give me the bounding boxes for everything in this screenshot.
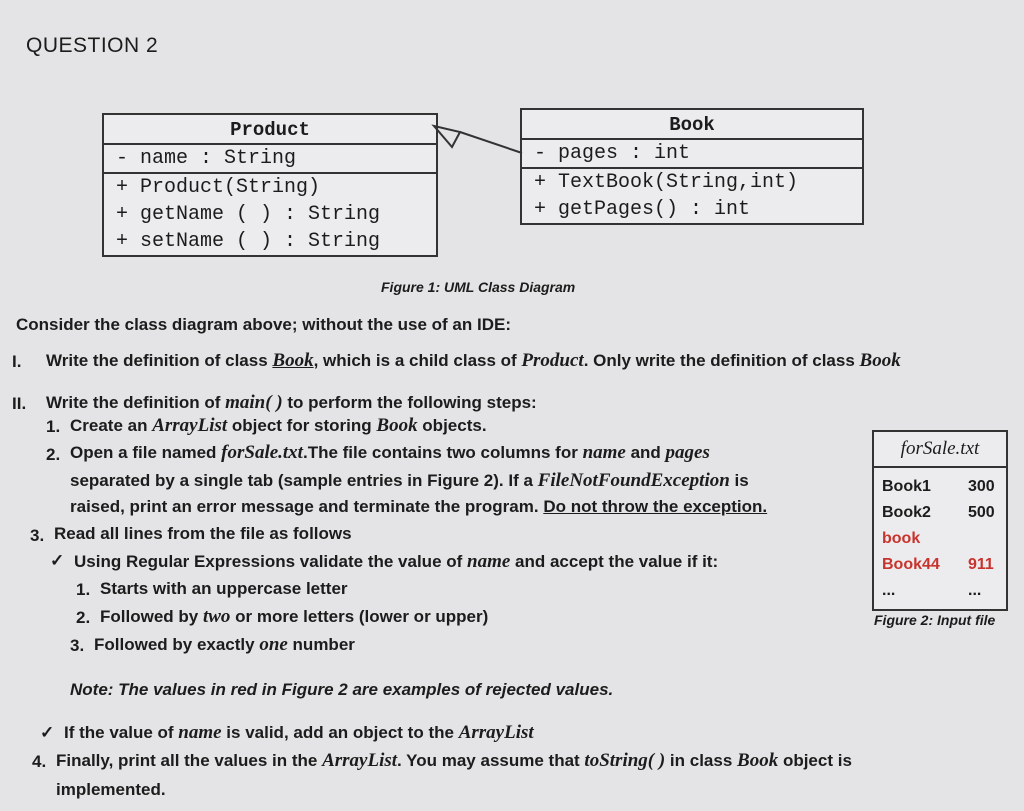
row-name: ... (882, 582, 896, 599)
step1-t2: object for storing (227, 416, 377, 435)
rule2-number: 2. (76, 608, 91, 627)
step4-t1: Finally, print all the values in the (56, 751, 323, 770)
row-name: Book2 (882, 504, 931, 521)
input-file-table (872, 430, 1008, 611)
part1-book: Book (272, 350, 314, 371)
book-attribute: - pages : int (522, 138, 862, 167)
step2-l2a: separated by a single tab (sample entries in Figure 2). If a (70, 471, 538, 490)
step4-t4: object is (778, 751, 852, 770)
step2-line2 (70, 470, 749, 492)
row-pages: 911 (968, 556, 994, 573)
step4-t3: in class (665, 751, 738, 770)
table-row (874, 474, 1006, 500)
step4-line1 (56, 750, 852, 772)
part1-t2: , which is a child class of (313, 351, 522, 370)
product-method: + setName ( ) : String (116, 230, 381, 253)
rule2-two: two (202, 606, 231, 627)
class-name-book: Book (669, 114, 715, 136)
rule2-text (100, 606, 488, 628)
step2-fnfe: FileNotFoundException (537, 470, 730, 491)
book-method: + TextBook(String,int) (534, 171, 799, 194)
step1-book: Book (376, 415, 418, 436)
check-icon: ✓ (40, 723, 55, 742)
figure1-caption: Figure 1: UML Class Diagram (381, 279, 576, 295)
check1-name: name (467, 551, 511, 572)
step2-l1b: .The file contains two columns for (302, 443, 583, 462)
inheritance-arrow (430, 118, 525, 163)
row-pages: 300 (968, 478, 995, 495)
step2-l1c: and (625, 443, 666, 462)
part1-text (46, 350, 901, 372)
rule3-text (94, 634, 355, 656)
step1-t1: Create an (70, 416, 153, 435)
step2-l1a: Open a file named (70, 443, 222, 462)
part2-numeral: II. (12, 394, 27, 413)
step1-number: 1. (46, 417, 61, 436)
step2-l2b: is (729, 471, 749, 490)
table-row (874, 500, 1006, 526)
table-row (874, 552, 1006, 578)
step4-number: 4. (32, 752, 47, 771)
question-title: QUESTION 2 (26, 34, 159, 57)
step3-number: 3. (30, 526, 45, 545)
part2-t2: to perform the following steps: (282, 393, 537, 412)
part2-t1: Write the definition of (46, 393, 226, 412)
step2-forsale: forSale.txt (221, 442, 303, 463)
check2-arraylist: ArrayList (458, 722, 534, 743)
row-pages: ... (968, 582, 982, 599)
figure2-caption: Figure 2: Input file (874, 612, 996, 628)
check1-t2: and accept the value if it: (510, 552, 719, 571)
step2-l3a: raised, print an error message and terminate the program. (70, 497, 544, 516)
step2-l3b: Do not throw the exception. (543, 497, 768, 516)
check-icon: ✓ (50, 551, 65, 570)
step3-text: Read all lines from the file as follows (54, 524, 352, 543)
part1-t1: Write the definition of class (46, 351, 273, 370)
product-method: + getName ( ) : String (116, 203, 381, 226)
product-methods (104, 172, 436, 255)
rule3-one: one (259, 634, 288, 655)
class-name-product: Product (230, 119, 310, 141)
step2-name: name (582, 442, 626, 463)
step1-text (70, 415, 487, 437)
row-name: Book44 (882, 556, 940, 573)
rule1-number: 1. (76, 580, 91, 599)
check1-text (74, 551, 718, 573)
step4-line2: implemented. (56, 780, 166, 799)
product-method: + Product(String) (116, 176, 321, 199)
uml-class-book (520, 108, 864, 225)
part1-t3: . Only write the definition of class (583, 351, 860, 370)
row-pages: 500 (968, 504, 995, 521)
check2-t1: If the value of (64, 723, 179, 742)
part1-numeral: I. (12, 352, 22, 371)
rule2-t1: Followed by (100, 607, 203, 626)
step4-t2: . You may assume that (397, 751, 585, 770)
rule3-t1: Followed by exactly (94, 635, 260, 654)
step1-t3: objects. (417, 416, 487, 435)
book-method: + getPages() : int (534, 198, 751, 221)
table-row (874, 526, 1006, 552)
step4-tostring: toString( ) (584, 750, 666, 771)
part1-product: Product (521, 350, 584, 371)
input-file-title: forSale.txt (874, 432, 1006, 468)
check2-text (64, 722, 534, 744)
row-name: book (882, 530, 921, 547)
check2-t2: is valid, add an object to the (221, 723, 459, 742)
part2-text (46, 392, 537, 414)
book-methods (522, 167, 862, 223)
table-row (874, 578, 1006, 604)
rule3-number: 3. (70, 636, 85, 655)
note-text: Note: The values in red in Figure 2 are examples of rejected values. (70, 680, 614, 699)
check2-name: name (178, 722, 222, 743)
part1-book2: Book (859, 350, 901, 371)
step2-number: 2. (46, 445, 61, 464)
step2-line1 (70, 442, 710, 464)
step4-arraylist: ArrayList (322, 750, 398, 771)
step2-pages: pages (665, 442, 710, 463)
step1-arraylist: ArrayList (152, 415, 228, 436)
step2-line3 (70, 497, 767, 517)
rule2-t2: or more letters (lower or upper) (230, 607, 489, 626)
step4-book: Book (737, 750, 779, 771)
check1-t1: Using Regular Expressions validate the value of (74, 552, 468, 571)
rule1-text: Starts with an uppercase letter (100, 579, 348, 598)
intro-text: Consider the class diagram above; without the use of an IDE: (16, 315, 511, 334)
uml-class-product (102, 113, 438, 257)
part2-main: main( ) (225, 392, 283, 413)
row-name: Book1 (882, 478, 931, 495)
rule3-t2: number (287, 635, 355, 654)
product-attribute: - name : String (104, 143, 436, 172)
